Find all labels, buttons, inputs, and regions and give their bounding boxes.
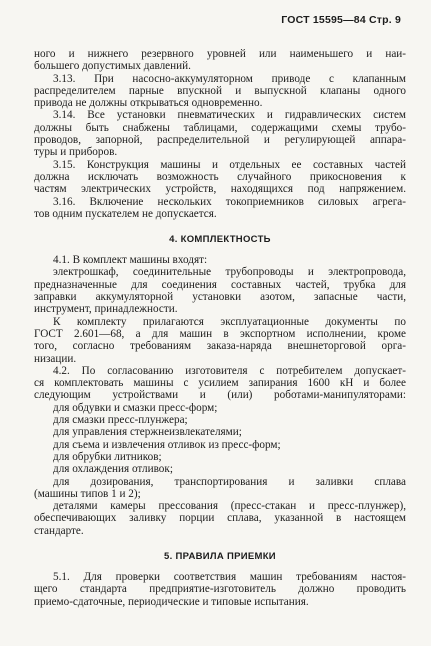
text-line: ного и нижнего резервного уровней или наименьшего и наи- (34, 48, 406, 60)
text-line: заправки аккумуляторной установки азотом, запасные части, (34, 291, 406, 304)
list-item: для смазки пресс-плунжера; (53, 414, 188, 427)
clause-3-16: 3.16. Включение нескольких токоприемников силовых агрега- (53, 195, 406, 208)
clause-4-2: 4.2. По согласованию изготовителя с потребителем допускает- (53, 364, 406, 377)
text-line: стандарте. (34, 524, 84, 537)
text-line: должны быть снабжены таблицами, содержащими схемы трубо- (34, 121, 406, 134)
section-heading-5: 5. ПРАВИЛА ПРИЕМКИ (164, 550, 276, 562)
text-line: большего допустимых давлений. (34, 60, 191, 73)
clause-3-14: 3.14. Все установки пневматических и гидравлических систем (53, 109, 406, 122)
text-line: привода не должны открываться одновременно. (34, 97, 263, 110)
text-line: низации. (34, 352, 77, 365)
list-item: для съема и извлечения отливок из пресс-форм; (53, 438, 281, 451)
text-line: туры и приборов. (34, 146, 118, 159)
text-line: приемо-сдаточные, периодические и типовые испытания. (34, 595, 309, 608)
text-line: частям электрических устройств, находящихся под напряжением. (34, 183, 406, 196)
text-line: проводов, запорной, распределительной и регулирующей аппара- (34, 134, 406, 147)
section-heading-4: 4. КОМПЛЕКТНОСТЬ (169, 234, 271, 246)
text-line: ся комплектовать машины с усилием запирания 1600 кН и более (34, 377, 406, 390)
text-line: щего стандарта предприятие-изготовитель должно проводить (34, 583, 406, 596)
text-line: тов одним пускателем не допускается. (34, 207, 217, 220)
text-line: того, согласно требованиям заказа-наряда внешнеторговой орга- (34, 340, 406, 353)
text-line: инструмент, принадлежности. (34, 303, 178, 316)
list-item: деталями камеры прессования (пресс-стакан и пресс-плунжер), (53, 500, 406, 513)
clause-3-13: 3.13. При насосно-аккумуляторном приводе с клапанным (53, 72, 406, 85)
text-line: (машины типов 1 и 2); (34, 487, 141, 500)
clause-5-1: 5.1. Для проверки соответствия машин требованиям настоя- (53, 570, 406, 583)
document-body (34, 48, 406, 608)
text-line: следующим устройствами и (или) роботами-манипуляторами: (34, 389, 406, 402)
list-item: для обрубки литников; (53, 450, 162, 463)
text-line: электрошкаф, соединительные трубопроводы и электропровода, (53, 266, 406, 279)
list-item: для обдувки и смазки пресс-форм; (53, 401, 218, 414)
text-line: К комплекту прилагаются эксплуатационные документы по (53, 315, 406, 328)
text-line: обеспечивающих заливку порции сплава, указанной в настоящем (34, 512, 406, 525)
text-line: должна исключать возможность случайного прикосновения к (34, 170, 406, 183)
text-line: распределителем парные впускной и выпускной клапаны одного (34, 84, 406, 97)
list-item: для дозирования, транспортирования и заливки сплава (53, 475, 406, 488)
text-line: предназначенные для соединения составных частей, трубка для (34, 278, 406, 291)
list-item: для управления стержнеизвлекателями; (53, 426, 242, 439)
text-line: ГОСТ 2.601—68, а для машин в экспортном исполнении, кроме (34, 327, 406, 340)
clause-4-1: 4.1. В комплект машины входят: (53, 254, 208, 267)
clause-3-15: 3.15. Конструкция машины и отдельных ее составных частей (53, 158, 406, 171)
list-item: для охлаждения отливок; (53, 463, 173, 476)
running-head: ГОСТ 15595—84 Стр. 9 (281, 14, 401, 26)
